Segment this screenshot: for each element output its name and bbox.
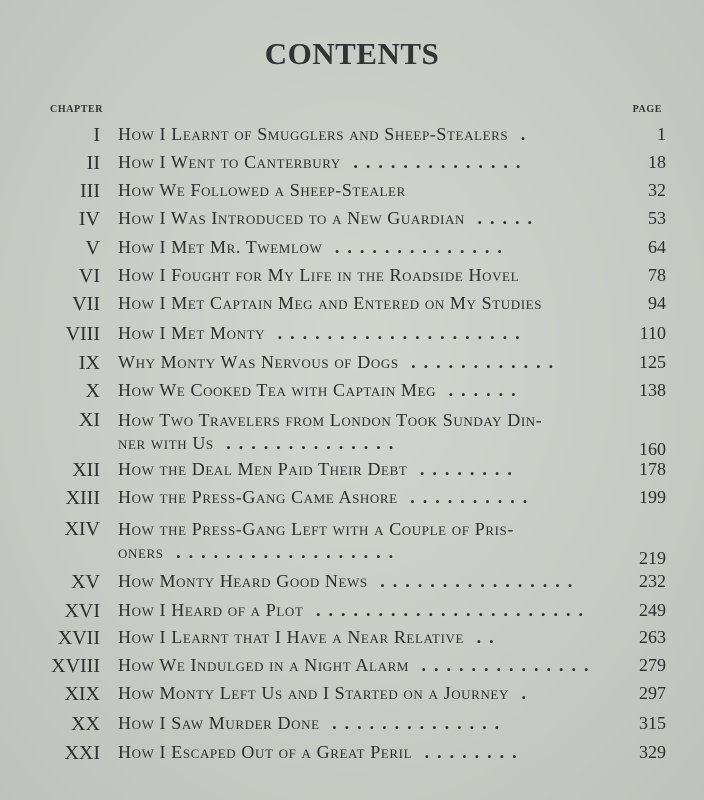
chapter-number: XI [78,409,100,431]
leader-dots: .............. [322,237,510,257]
chapter-title-text: How I Met Mr. Twemlow [118,237,323,257]
chapter-title [118,627,626,648]
page-number: 138 [639,380,666,400]
chapter-number: XIII [65,487,100,509]
leader-dots: .......... [397,487,536,507]
chapter-title-text: How Two Travelers from London Took Sunday Din- [118,410,543,430]
chapter-number: VI [78,265,100,287]
chapter-title-text: How I Learnt of Smugglers and Sheep-Stealers [118,124,509,144]
page-column-header: PAGE [632,104,662,115]
chapter-title [118,571,626,592]
chapter-number: XV [71,571,100,593]
chapter-number: X [85,380,100,402]
page-number: 297 [639,683,666,703]
chapter-title [118,683,626,704]
chapter-title [118,265,626,286]
page-number: 329 [639,742,666,762]
page-number: 263 [639,627,666,647]
leader-dots: .............. [409,655,597,675]
chapter-title-continued: oners [118,542,164,562]
leader-dots: .. [464,627,502,647]
chapter-title [118,152,626,173]
chapter-title [118,237,626,258]
leader-dots: ............ [398,352,562,372]
chapter-number: VII [72,293,100,315]
page-number: 1 [657,124,666,144]
leader-dots: ...................... [303,600,591,620]
chapter-title-text: How the Press-Gang Left with a Couple of Pris- [118,519,514,539]
chapter-title-text: How I Met Captain Meg and Entered on My Studies [118,293,543,313]
chapter-number: XXI [64,742,100,764]
page-number: 18 [648,152,666,172]
chapter-number: XIX [64,683,100,705]
chapter-title [118,409,626,455]
chapter-title-text: How Monty Heard Good News [118,571,368,591]
chapter-title [118,208,626,229]
chapter-title [118,487,626,508]
page-number: 53 [648,208,666,228]
chapter-number: II [86,152,100,174]
chapter-title [118,713,626,734]
chapter-title-continued: ner with Us [118,433,214,453]
chapter-number: XII [72,459,100,481]
chapter-number: VIII [65,323,100,345]
page-number: 315 [639,713,666,733]
chapter-title-text: How I Was Introduced to a New Guardian [118,208,466,228]
leader-dots: . [508,683,534,703]
leader-dots: ................ [367,571,581,591]
chapter-number: V [85,237,100,259]
chapter-title [118,352,626,373]
page-number: 64 [648,237,666,257]
page-title: CONTENTS [264,36,440,71]
chapter-title [118,518,626,564]
page-number: 249 [639,600,666,620]
chapter-title-text: How the Press-Gang Came Ashore [118,487,398,507]
chapter-number: XVII [57,627,100,649]
chapter-number: XIV [64,518,100,540]
page-number: 279 [639,655,666,675]
chapter-title [118,655,626,676]
page-number: 219 [639,548,666,568]
page-number: 232 [639,571,666,591]
page-number: 199 [639,487,666,507]
chapter-title-text: How I Heard of a Plot [118,600,304,620]
chapter-column-header: CHAPTER [50,104,104,115]
page-number: 178 [639,459,666,479]
leader-dots: ........ [412,742,525,762]
chapter-title-text: How We Cooked Tea with Captain Meg [118,380,437,400]
leader-dots: .................. [163,542,402,562]
leader-dots: . [508,124,534,144]
chapter-number: XX [71,713,100,735]
chapter-title [118,380,626,401]
chapter-title-text: How Monty Left Us and I Started on a Journey [118,683,509,703]
chapter-title [118,742,626,763]
page-number: 32 [648,180,666,200]
leader-dots: .................... [265,323,528,343]
chapter-title-text: How I Escaped Out of a Great Peril [118,742,413,762]
leader-dots: ...... [436,380,524,400]
chapter-title-text: How I Saw Murder Done [118,713,320,733]
page-number: 110 [639,323,666,343]
chapter-title-text: Why Monty Was Nervous of Dogs [118,352,399,372]
chapter-title-text: How the Deal Men Paid Their Debt [118,459,408,479]
chapter-number: XVIII [51,655,100,677]
chapter-title-text: How We Indulged in a Night Alarm [118,655,409,675]
chapter-number: XVI [64,600,100,622]
chapter-title [118,124,626,145]
leader-dots: .............. [340,152,529,172]
chapter-title-text: How I Met Monty [118,323,266,343]
page-number: 125 [639,352,666,372]
chapter-title [118,600,626,621]
chapter-title-text: How We Followed a Sheep-Stealer [118,180,406,200]
chapter-number: IV [78,208,100,230]
chapter-title [118,293,626,314]
leader-dots: .............. [213,433,402,453]
chapter-number: III [80,180,100,202]
chapter-title [118,180,626,201]
chapter-title-text: How I Learnt that I Have a Near Relative [118,627,465,647]
leader-dots: .............. [319,713,508,733]
leader-dots: ........ [407,459,520,479]
page-number: 78 [648,265,666,285]
page-number: 160 [639,439,666,459]
chapter-title [118,459,626,480]
page-number: 94 [648,293,666,313]
leader-dots: ..... [465,208,541,228]
chapter-title [118,323,626,344]
chapter-number: I [93,124,100,146]
chapter-number: IX [78,352,100,374]
chapter-title-text: How I Fought for My Life in the Roadside Hovel [118,265,520,285]
chapter-title-text: How I Went to Canterbury [118,152,341,172]
